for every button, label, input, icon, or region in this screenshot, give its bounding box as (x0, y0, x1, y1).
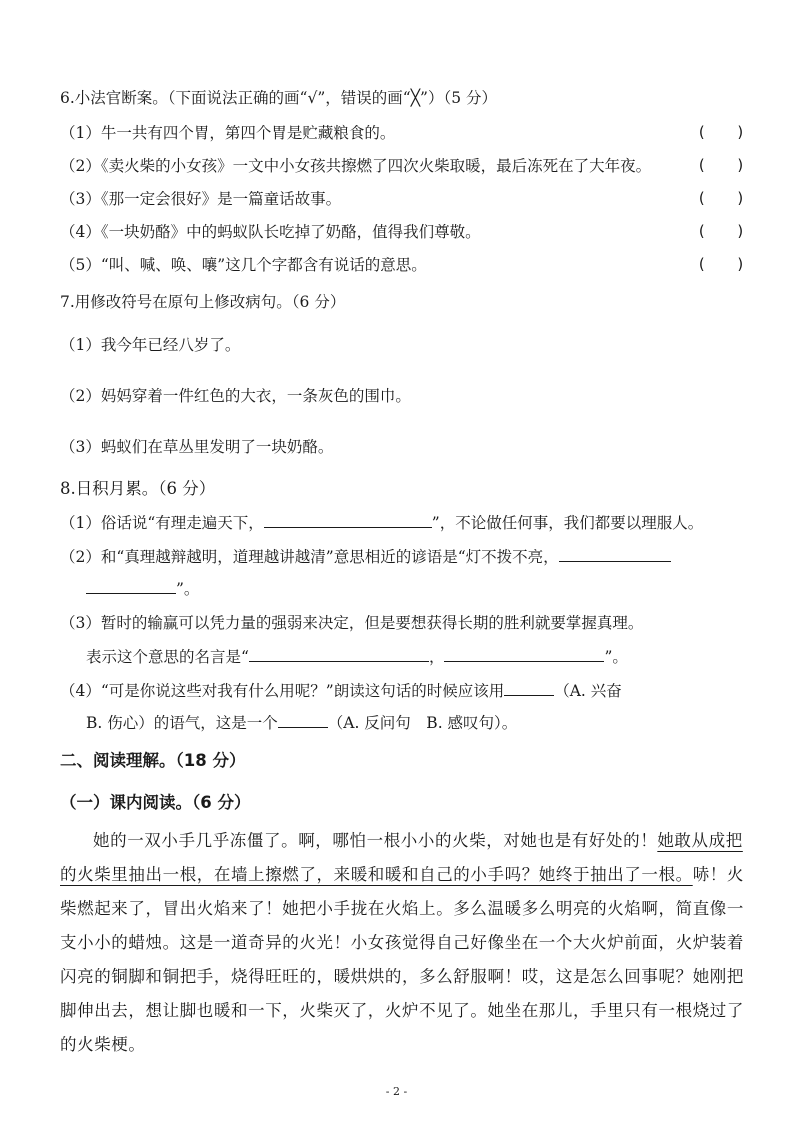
q6-answer-2[interactable]: ( ) (697, 156, 746, 174)
q6-item-2: （2）《卖火柴的小女孩》一文中小女孩共擦燃了四次火柴取暖，最后冻死在了大年夜。 (60, 157, 652, 175)
q6-title: 6.小法官断案。（下面说法正确的画“√”，错误的画“╳”）（5 分） (60, 89, 497, 107)
q8-blank-1[interactable] (264, 513, 432, 528)
q8-item-4-mid: B. 伤心）的语气，这是一个 (86, 714, 278, 732)
q6-item-5: （5）“叫、喊、唤、嚷”这几个字都含有说话的意思。 (60, 256, 427, 274)
q8-item-2-prefix: （2）和“真理越辩越明，道理越讲越清”意思相近的谚语是“灯不拨不亮， (60, 548, 559, 566)
q8-item-3-comma: ， (428, 648, 445, 666)
q8-item-4-prefix: （4）“可是你说这些对我有什么用呢？”朗读这句话的时候应该用 (60, 682, 505, 700)
q8-item-3-suffix: ”。 (604, 648, 628, 666)
passage-part-1: 她的一双小手几乎冻僵了。啊，哪怕一根小小的火柴，对她也是有好处的！ (93, 831, 658, 850)
q6-item-4: （4）《一块奶酪》中的蚂蚁队长吃掉了奶酪，值得我们尊敬。 (60, 223, 481, 241)
q8-blank-2b[interactable] (86, 579, 176, 594)
q8-blank-3a[interactable] (249, 647, 429, 662)
q6-item-3: （3）《那一定会很好》是一篇童话故事。 (60, 190, 342, 208)
q6-answer-5[interactable]: ( ) (697, 255, 746, 273)
q8-title: 8.日积月累。（6 分） (60, 479, 216, 498)
q6-item-1: （1）牛一共有四个胃，第四个胃是贮藏粮食的。 (60, 124, 396, 142)
q8-item-2-suffix: ”。 (176, 580, 200, 598)
q6-answer-3[interactable]: ( ) (697, 189, 746, 207)
q8-blank-4b[interactable] (278, 713, 328, 728)
q8-item-2 (60, 545, 671, 567)
q8-item-2-cont (86, 577, 199, 599)
q8-blank-3b[interactable] (444, 647, 604, 662)
q7-item-3: （3）蚂蚁们在草丛里发明了一块奶酪。 (60, 438, 334, 456)
q8-item-4-cont (86, 711, 517, 733)
q8-item-3-cont (86, 645, 628, 667)
q8-item-4-optA: （A. 兴奋 (554, 682, 622, 700)
q6-answer-4[interactable]: ( ) (697, 222, 746, 240)
q8-blank-2a[interactable] (559, 547, 671, 562)
q8-item-3-prefix: 表示这个意思的名言是“ (86, 648, 249, 666)
q8-item-3: （3）暂时的输赢可以凭力量的强弱来决定，但是要想获得长期的胜利就要掌握真理。 (60, 614, 644, 632)
q8-item-4-suffix: （A. 反问句 B. 感叹句）。 (327, 714, 518, 732)
q8-item-4 (60, 679, 622, 701)
q7-item-2: （2）妈妈穿着一件红色的大衣，一条灰色的围巾。 (60, 387, 411, 405)
q7-item-1: （1）我今年已经八岁了。 (60, 336, 241, 354)
q8-item-1 (60, 511, 703, 533)
q8-item-1-suffix: ”，不论做任何事，我们都要以理服人。 (431, 514, 704, 532)
q8-item-1-prefix: （1）俗话说“有理走遍天下， (60, 514, 264, 532)
passage-underlined-sentence: 她敢从成把的火柴里抽出一根，在墙上擦燃了，来暖和暖和自己的小手吗？她终于抽出了一根。 (60, 831, 743, 884)
page-number: - 2 - (385, 1085, 408, 1098)
reading-passage (60, 824, 748, 1062)
passage-part-2: 哧！火柴燃起来了，冒出火焰来了！她把小手拢在火焰上。多么温暖多么明亮的火焰啊，简直像一支小小的蜡烛。这是一道奇异的火光！小女孩觉得自己好像坐在一个大火炉前面，火炉装着闪亮的铜脚和铜把手，烧得旺旺的，暖烘烘的，多么舒服啊！哎，这是怎么回事呢？她刚把脚伸出去，想让脚也暖和一下，火柴灭了，火炉不见了。她坐在那儿，手里只有一根烧过了的火柴梗。 (60, 865, 745, 1054)
q6-answer-1[interactable]: ( ) (697, 123, 746, 141)
q7-title: 7.用修改符号在原句上修改病句。（6 分） (60, 293, 346, 311)
section-2-subtitle: （一）课内阅读。（6 分） (60, 793, 251, 812)
q8-blank-4a[interactable] (504, 681, 554, 696)
section-2-title: 二、阅读理解。（18 分） (60, 751, 246, 770)
